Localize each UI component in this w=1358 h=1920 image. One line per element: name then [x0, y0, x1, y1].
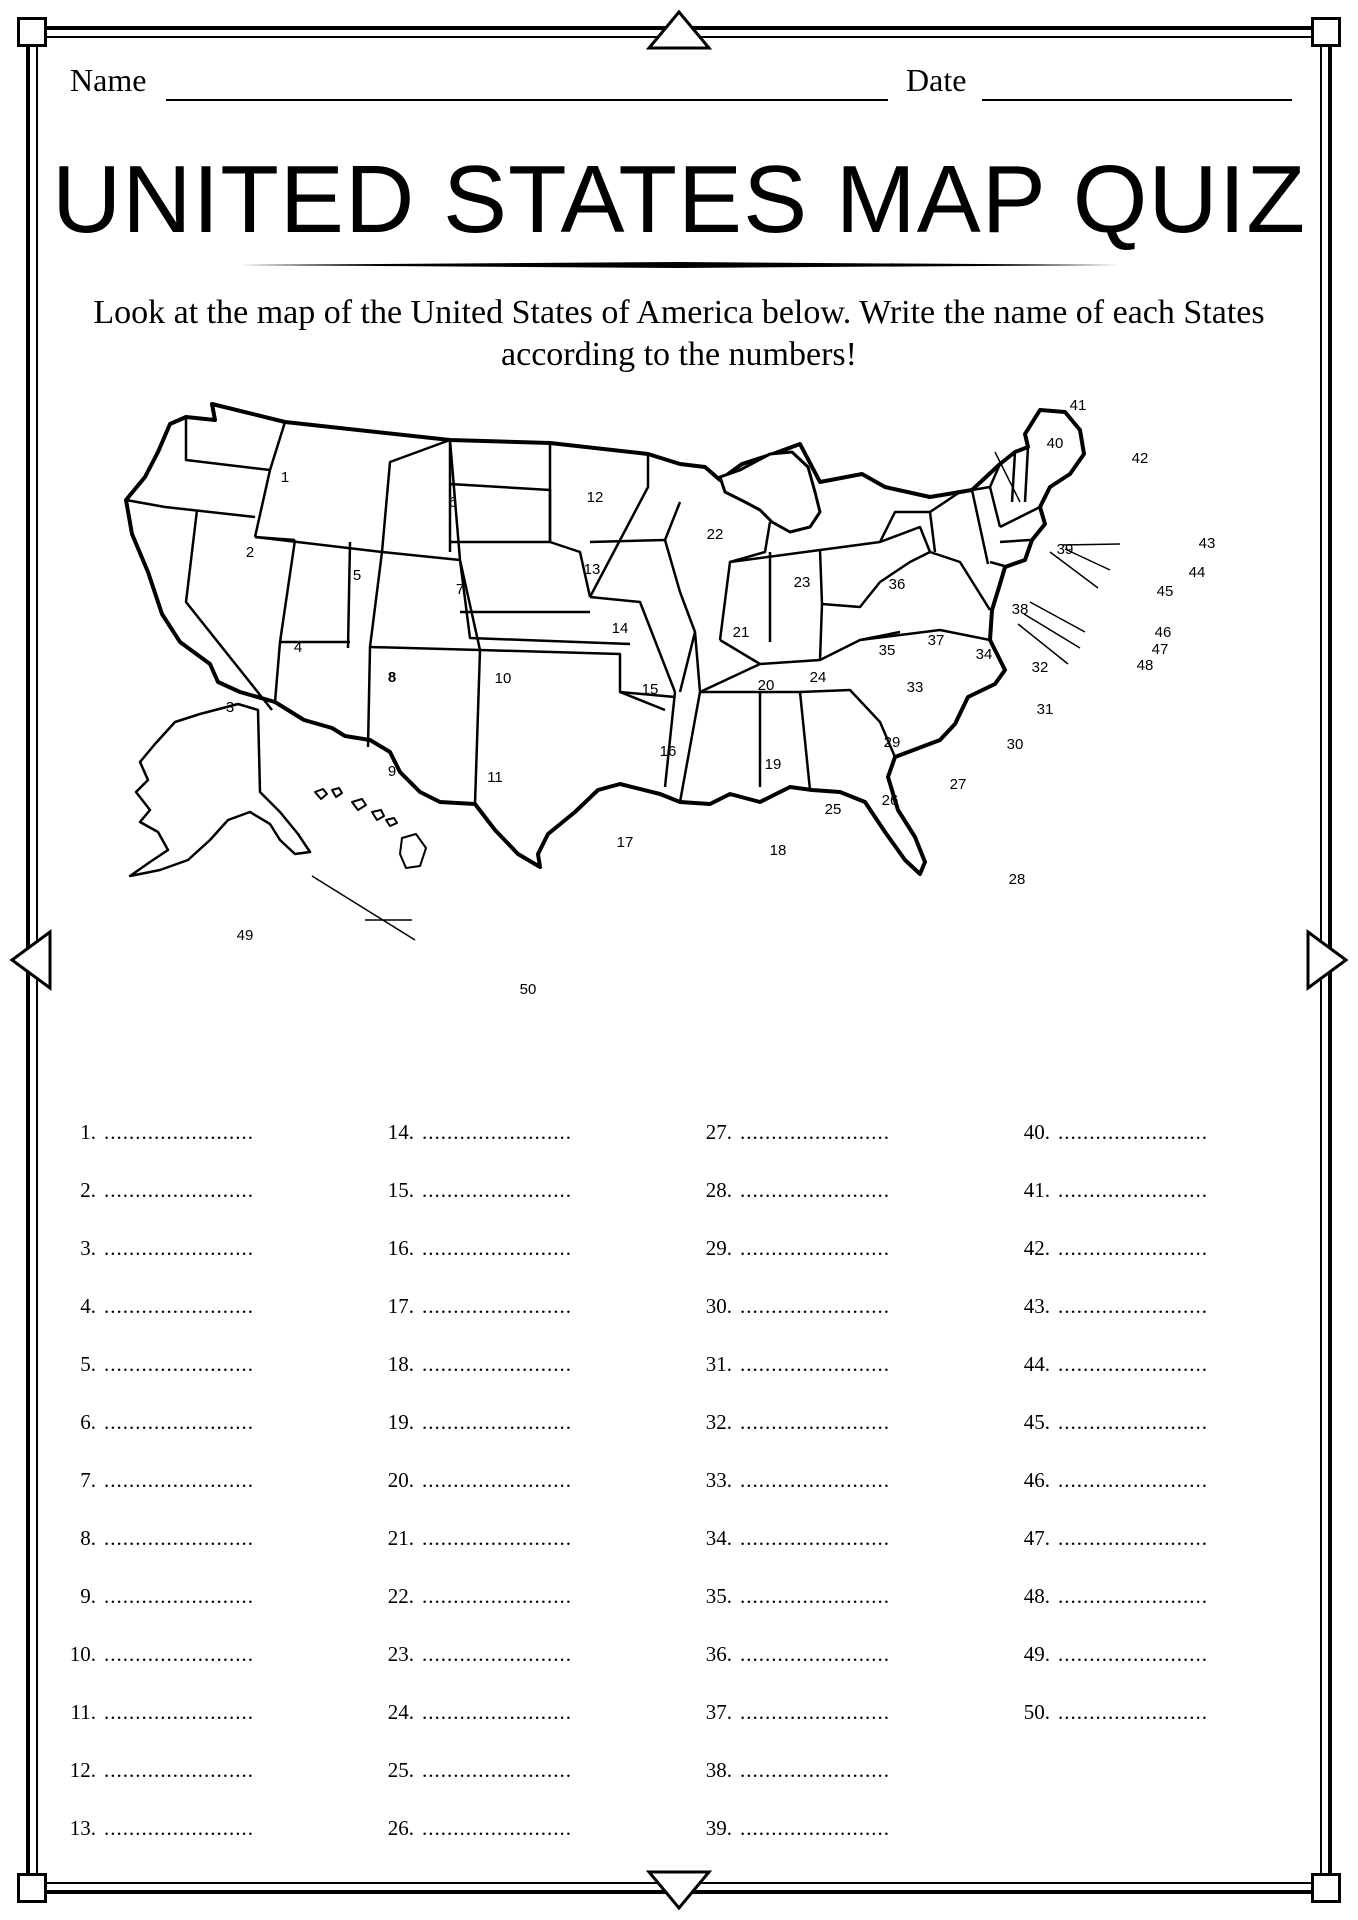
answer-blank[interactable]: ........................ — [1058, 1700, 1208, 1724]
answer-blank[interactable]: ........................ — [740, 1584, 890, 1608]
answer-blank[interactable]: ........................ — [422, 1700, 572, 1724]
map-label-24: 24 — [809, 669, 827, 686]
triangle-bottom-icon — [645, 1868, 713, 1912]
answer-number: 6. — [80, 1410, 96, 1434]
answer-blank[interactable]: ........................ — [740, 1236, 890, 1260]
answer-number: 28. — [705, 1178, 732, 1202]
answer-blank[interactable]: ........................ — [422, 1816, 572, 1840]
map-label-16: 16 — [659, 743, 677, 760]
answer-blank[interactable]: ........................ — [422, 1236, 572, 1260]
answer-row[interactable] — [376, 1584, 572, 1624]
map-label-43: 43 — [1198, 535, 1216, 552]
answer-number: 29. — [705, 1236, 732, 1260]
answer-number: 2. — [80, 1178, 96, 1202]
answer-row[interactable] — [58, 1584, 254, 1624]
triangle-left-icon — [8, 928, 54, 992]
answer-number: 16. — [387, 1236, 414, 1260]
answer-blank[interactable]: ........................ — [740, 1642, 890, 1666]
answer-row[interactable] — [376, 1352, 572, 1392]
map-label-45: 45 — [1156, 583, 1174, 600]
map-label-41: 41 — [1069, 397, 1087, 414]
answer-blank[interactable]: ........................ — [104, 1410, 254, 1434]
map-label-18: 18 — [769, 842, 787, 859]
answer-number: 41. — [1023, 1178, 1050, 1202]
answer-number: 37. — [705, 1700, 732, 1724]
map-label-50: 50 — [519, 981, 537, 998]
answer-blank[interactable]: ........................ — [104, 1700, 254, 1724]
answer-row[interactable] — [1012, 1294, 1208, 1334]
corner-square-bottom-left — [17, 1873, 47, 1903]
answer-number: 40. — [1023, 1120, 1050, 1144]
answer-number: 44. — [1023, 1352, 1050, 1376]
hawaii-island-1 — [315, 789, 327, 799]
answer-number: 19. — [387, 1410, 414, 1434]
answer-blank[interactable]: ........................ — [1058, 1294, 1208, 1318]
answer-row[interactable] — [694, 1584, 890, 1624]
answer-number: 14. — [387, 1120, 414, 1144]
corner-square-bottom-right — [1311, 1873, 1341, 1903]
answer-number: 33. — [705, 1468, 732, 1492]
answer-blank[interactable]: ........................ — [740, 1352, 890, 1376]
answer-row[interactable] — [376, 1236, 572, 1276]
answer-number: 26. — [387, 1816, 414, 1840]
answer-blank[interactable]: ........................ — [1058, 1468, 1208, 1492]
instructions-text: Look at the map of the United States of America below. Write the name of each States according to the numbers! — [93, 294, 1265, 373]
answer-number: 11. — [70, 1700, 96, 1724]
hawaii-island-5 — [386, 818, 397, 826]
answer-row[interactable] — [1012, 1700, 1208, 1740]
map-label-26: 26 — [881, 792, 899, 809]
us-map — [120, 392, 1280, 1072]
answer-number: 45. — [1023, 1410, 1050, 1434]
map-label-11: 11 — [487, 769, 503, 786]
answer-row[interactable] — [376, 1120, 572, 1160]
answer-number: 42. — [1023, 1236, 1050, 1260]
answer-number: 8. — [80, 1526, 96, 1550]
map-label-37: 37 — [927, 632, 945, 649]
answer-blank[interactable]: ........................ — [740, 1700, 890, 1724]
map-label-6: 6 — [448, 494, 458, 511]
answer-blank[interactable]: ........................ — [104, 1178, 254, 1202]
name-label: Name — [70, 62, 147, 98]
answer-number: 43. — [1023, 1294, 1050, 1318]
map-label-32: 32 — [1031, 659, 1049, 676]
answer-row[interactable] — [376, 1526, 572, 1566]
answer-row[interactable] — [58, 1468, 254, 1508]
answer-row[interactable] — [58, 1816, 254, 1856]
answer-blank[interactable]: ........................ — [104, 1584, 254, 1608]
answer-blank[interactable]: ........................ — [740, 1816, 890, 1840]
answer-blank[interactable]: ........................ — [422, 1526, 572, 1550]
answer-blank[interactable]: ........................ — [1058, 1352, 1208, 1376]
answer-number: 13. — [69, 1816, 96, 1840]
map-label-15: 15 — [641, 681, 659, 698]
answer-number: 21. — [387, 1526, 414, 1550]
map-label-36: 36 — [888, 576, 906, 593]
triangle-top-icon — [645, 8, 713, 52]
map-label-38: 38 — [1011, 601, 1029, 618]
answer-blank[interactable]: ........................ — [740, 1120, 890, 1144]
answer-blank[interactable]: ........................ — [104, 1468, 254, 1492]
answer-row[interactable] — [694, 1178, 890, 1218]
answer-row[interactable] — [1012, 1352, 1208, 1392]
answer-row[interactable] — [694, 1236, 890, 1276]
answer-blank[interactable]: ........................ — [422, 1642, 572, 1666]
answer-number: 3. — [80, 1236, 96, 1260]
answer-number: 38. — [705, 1758, 732, 1782]
answer-number: 10. — [69, 1642, 96, 1666]
answer-blank[interactable]: ........................ — [1058, 1178, 1208, 1202]
answer-number: 23. — [387, 1642, 414, 1666]
answer-number: 12. — [69, 1758, 96, 1782]
corner-square-top-left — [17, 17, 47, 47]
answer-row[interactable] — [1012, 1468, 1208, 1508]
answer-number: 27. — [705, 1120, 732, 1144]
answer-blank[interactable]: ........................ — [422, 1178, 572, 1202]
map-label-10: 10 — [494, 670, 512, 687]
map-label-47: 47 — [1151, 641, 1169, 658]
date-label: Date — [906, 62, 967, 98]
hawaii-island-3 — [352, 799, 366, 810]
answer-number: 32. — [705, 1410, 732, 1434]
answer-blank[interactable]: ........................ — [1058, 1236, 1208, 1260]
answer-blank[interactable]: ........................ — [104, 1526, 254, 1550]
answer-blank[interactable]: ........................ — [104, 1352, 254, 1376]
answer-number: 39. — [705, 1816, 732, 1840]
answer-row[interactable] — [58, 1642, 254, 1682]
answer-number: 36. — [705, 1642, 732, 1666]
answer-row[interactable] — [58, 1236, 254, 1276]
map-label-2: 2 — [245, 544, 255, 561]
answer-row[interactable] — [376, 1468, 572, 1508]
answer-row[interactable] — [376, 1410, 572, 1450]
answer-row[interactable] — [376, 1700, 572, 1740]
corner-square-top-right — [1311, 17, 1341, 47]
answer-row[interactable] — [694, 1294, 890, 1334]
answer-number: 5. — [80, 1352, 96, 1376]
map-label-21: 21 — [732, 624, 750, 641]
map-label-22: 22 — [706, 526, 724, 543]
answer-number: 30. — [705, 1294, 732, 1318]
map-label-17: 17 — [616, 834, 634, 851]
answer-blank[interactable]: ........................ — [104, 1294, 254, 1318]
map-label-44: 44 — [1188, 564, 1206, 581]
answer-row[interactable] — [1012, 1410, 1208, 1450]
answer-blank[interactable]: ........................ — [740, 1178, 890, 1202]
answer-number: 46. — [1023, 1468, 1050, 1492]
answer-row[interactable] — [58, 1294, 254, 1334]
map-label-46: 46 — [1154, 624, 1172, 641]
answer-blank[interactable]: ........................ — [1058, 1410, 1208, 1434]
map-label-33: 33 — [906, 679, 924, 696]
answer-number: 31. — [705, 1352, 732, 1376]
answer-row[interactable] — [694, 1642, 890, 1682]
answer-blank[interactable]: ........................ — [422, 1410, 572, 1434]
map-label-20: 20 — [757, 677, 775, 694]
answer-row[interactable] — [58, 1410, 254, 1450]
answer-blank[interactable]: ........................ — [422, 1758, 572, 1782]
map-label-4: 4 — [293, 639, 303, 656]
hawaii-island-big — [400, 834, 426, 868]
answer-number: 4. — [80, 1294, 96, 1318]
name-date-row — [70, 62, 1292, 106]
answer-number: 25. — [387, 1758, 414, 1782]
answer-row[interactable] — [376, 1178, 572, 1218]
hawaii-island-4 — [372, 810, 384, 820]
answer-row[interactable] — [58, 1352, 254, 1392]
answer-row[interactable] — [694, 1816, 890, 1856]
answer-blank[interactable]: ........................ — [104, 1642, 254, 1666]
answer-blank[interactable]: ........................ — [1058, 1120, 1208, 1144]
map-label-31: 31 — [1036, 701, 1054, 718]
answer-number: 17. — [387, 1294, 414, 1318]
answer-row[interactable] — [1012, 1120, 1208, 1160]
answer-row[interactable] — [694, 1758, 890, 1798]
answer-blank[interactable]: ........................ — [422, 1468, 572, 1492]
answer-blank[interactable]: ........................ — [422, 1584, 572, 1608]
answer-blank[interactable]: ........................ — [104, 1816, 254, 1840]
answer-number: 9. — [80, 1584, 96, 1608]
answer-row[interactable] — [58, 1758, 254, 1798]
answer-blank[interactable]: ........................ — [740, 1468, 890, 1492]
answer-row[interactable] — [1012, 1642, 1208, 1682]
answer-number: 48. — [1023, 1584, 1050, 1608]
map-label-49: 49 — [236, 927, 254, 944]
answer-number: 47. — [1023, 1526, 1050, 1550]
map-label-9: 9 — [387, 763, 397, 780]
map-label-35: 35 — [878, 642, 896, 659]
map-label-14: 14 — [611, 620, 629, 637]
answer-blank[interactable]: ........................ — [740, 1410, 890, 1434]
map-label-5: 5 — [352, 567, 362, 584]
map-label-25: 25 — [824, 801, 842, 818]
map-label-1: 1 — [280, 469, 290, 486]
page-title: UNITED STATES MAP QUIZ — [51, 146, 1307, 253]
alaska-outline — [130, 704, 310, 876]
answer-blank[interactable]: ........................ — [1058, 1642, 1208, 1666]
answer-row[interactable] — [58, 1178, 254, 1218]
answer-number: 34. — [705, 1526, 732, 1550]
map-label-40: 40 — [1046, 435, 1064, 452]
map-label-48: 48 — [1136, 657, 1154, 674]
answer-blank[interactable]: ........................ — [104, 1758, 254, 1782]
answer-blank[interactable]: ........................ — [1058, 1584, 1208, 1608]
answer-blank[interactable]: ........................ — [740, 1294, 890, 1318]
map-label-3: 3 — [225, 699, 235, 716]
answer-blank[interactable]: ........................ — [740, 1526, 890, 1550]
map-label-42: 42 — [1131, 450, 1149, 467]
answer-row[interactable] — [1012, 1236, 1208, 1276]
map-label-23: 23 — [793, 574, 811, 591]
answer-row[interactable] — [1012, 1526, 1208, 1566]
answer-number: 1. — [80, 1120, 96, 1144]
answer-blank[interactable]: ........................ — [422, 1294, 572, 1318]
answer-row[interactable] — [1012, 1584, 1208, 1624]
map-label-28: 28 — [1008, 871, 1026, 888]
triangle-right-icon — [1304, 928, 1350, 992]
answer-blank[interactable]: ........................ — [1058, 1526, 1208, 1550]
answer-number: 24. — [387, 1700, 414, 1724]
map-label-29: 29 — [883, 734, 901, 751]
map-label-13: 13 — [583, 561, 601, 578]
date-field[interactable] — [982, 99, 1292, 101]
answer-row[interactable] — [694, 1120, 890, 1160]
answer-blank[interactable]: ........................ — [104, 1236, 254, 1260]
answer-row[interactable] — [376, 1642, 572, 1682]
answer-blank[interactable]: ........................ — [104, 1120, 254, 1144]
answer-number: 18. — [387, 1352, 414, 1376]
answer-blank[interactable]: ........................ — [740, 1758, 890, 1782]
name-field[interactable] — [166, 99, 888, 101]
map-label-34: 34 — [975, 646, 993, 663]
map-label-8: 8 — [387, 669, 397, 686]
map-label-12: 12 — [586, 489, 604, 506]
answer-section — [0, 1120, 1358, 1860]
answer-number: 22. — [387, 1584, 414, 1608]
map-label-19: 19 — [764, 756, 782, 773]
answer-number: 35. — [705, 1584, 732, 1608]
answer-row[interactable] — [58, 1120, 254, 1160]
answer-row[interactable] — [376, 1294, 572, 1334]
answer-number: 20. — [387, 1468, 414, 1492]
answer-row[interactable] — [694, 1468, 890, 1508]
answer-row[interactable] — [694, 1700, 890, 1740]
answer-number: 49. — [1023, 1642, 1050, 1666]
answer-row[interactable] — [58, 1700, 254, 1740]
answer-number: 7. — [80, 1468, 96, 1492]
answer-number: 15. — [387, 1178, 414, 1202]
answer-row[interactable] — [694, 1352, 890, 1392]
answer-row[interactable] — [376, 1758, 572, 1798]
answer-row[interactable] — [694, 1526, 890, 1566]
answer-number: 50. — [1023, 1700, 1050, 1724]
answer-row[interactable] — [1012, 1178, 1208, 1218]
answer-row[interactable] — [58, 1526, 254, 1566]
map-label-30: 30 — [1006, 736, 1024, 753]
answer-blank[interactable]: ........................ — [422, 1120, 572, 1144]
title-divider — [240, 262, 1118, 268]
map-label-39: 39 — [1056, 541, 1074, 558]
answer-blank[interactable]: ........................ — [422, 1352, 572, 1376]
answer-row[interactable] — [694, 1410, 890, 1450]
map-label-7: 7 — [455, 581, 465, 598]
hawaii-island-2 — [332, 788, 342, 797]
map-label-27: 27 — [949, 776, 967, 793]
answer-row[interactable] — [376, 1816, 572, 1856]
